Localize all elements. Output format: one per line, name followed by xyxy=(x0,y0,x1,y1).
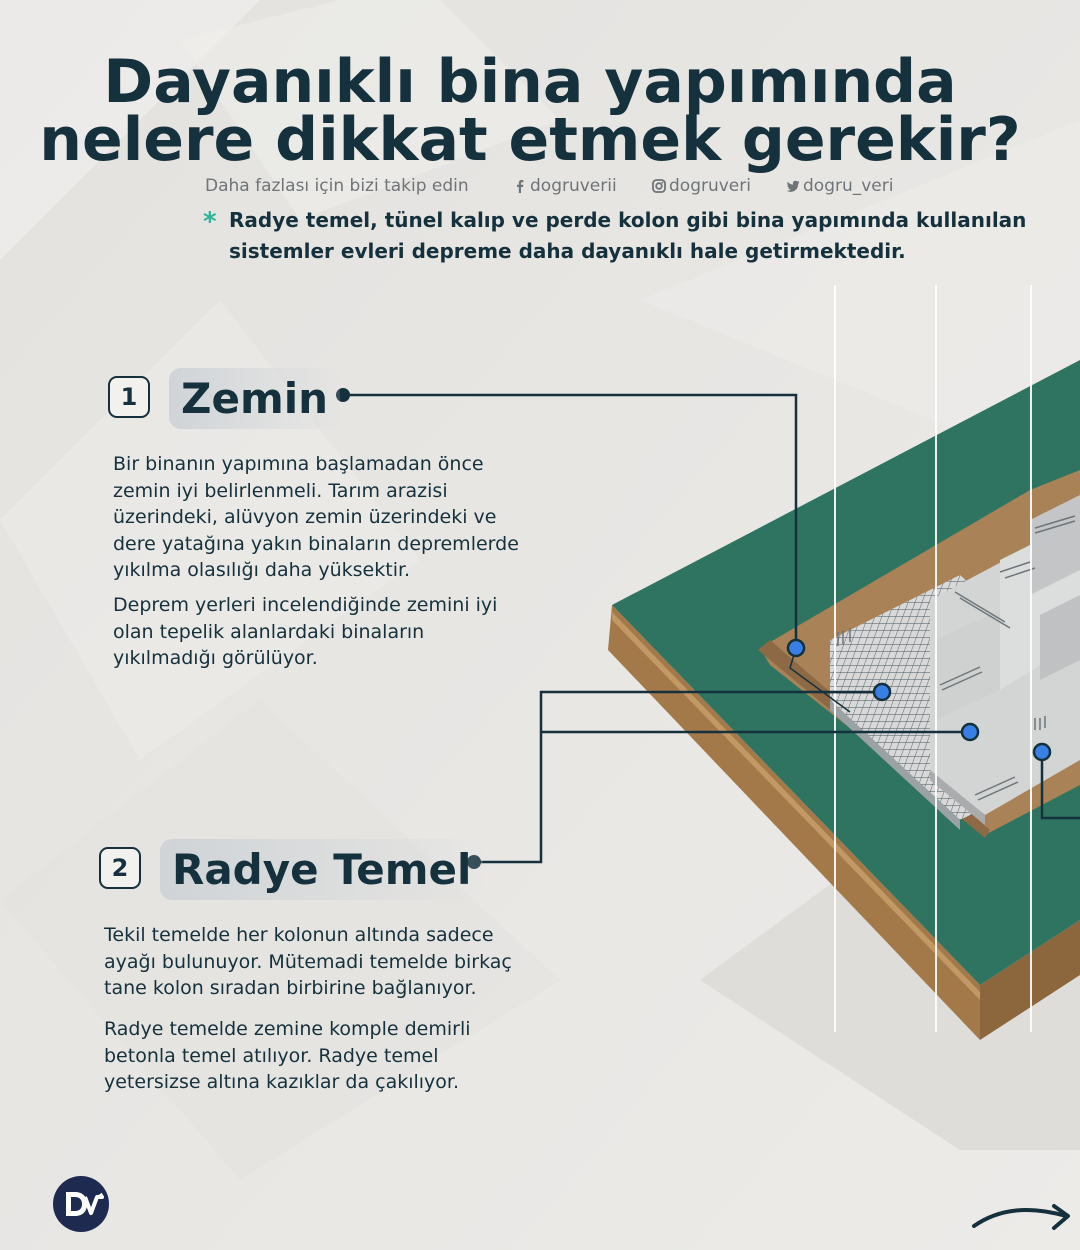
twitter-handle: dogru_veri xyxy=(803,176,894,196)
section-2-paragraph-2 xyxy=(104,1016,471,1096)
marker-wall xyxy=(1034,744,1050,760)
marker-radye-2 xyxy=(962,724,978,740)
instagram-handle: dogruveri xyxy=(669,176,751,196)
section-number-badge: 1 xyxy=(108,376,150,418)
next-arrow-icon[interactable] xyxy=(970,1196,1074,1236)
marker-radye-1 xyxy=(874,684,890,700)
text-line: ayağı bulunuyor. Mütemadi temelde birkaç xyxy=(104,950,512,973)
text-line: Tekil temelde her kolonun altında sadece xyxy=(104,924,494,946)
dv-logo-icon xyxy=(52,1175,110,1233)
text-line: yetersizse altına kazıklar da çakılıyor. xyxy=(104,1071,460,1093)
section-title-zemin: Zemin xyxy=(169,368,340,429)
note-line1: Radye temel, tünel kalıp ve perde kolon gibi bina yapımında kullanılan xyxy=(229,208,1027,232)
section-1-paragraph-2 xyxy=(113,592,497,672)
text-line: Deprem yerleri incelendiğinde zemini iyi xyxy=(113,594,498,616)
text-line: yıkılmadığı görülüyor. xyxy=(113,647,318,669)
facebook-icon xyxy=(513,179,527,193)
follow-text: Daha fazlası için bizi takip edin xyxy=(205,176,469,196)
page-title-line1: Dayanıklı bina yapımında xyxy=(103,47,957,117)
section-title-radye-temel: Radye Temel xyxy=(160,839,483,900)
text-line: olan tepelik alanlardaki binaların xyxy=(113,620,425,643)
twitter-icon xyxy=(786,179,800,193)
instagram-icon xyxy=(652,179,666,193)
facebook-link[interactable] xyxy=(513,176,617,196)
text-line: zemin iyi belirlenmeli. Tarım arazisi xyxy=(113,479,448,502)
marker-zemin xyxy=(788,640,804,656)
section-1-paragraph-1 xyxy=(113,451,519,584)
section-number-badge: 2 xyxy=(99,847,141,889)
facebook-handle: dogruverii xyxy=(530,176,617,196)
text-line: dere yatağına yakın binaların depremlerde xyxy=(113,532,519,555)
instagram-link[interactable] xyxy=(652,176,751,196)
text-line: yıkılma olasılığı daha yüksektir. xyxy=(113,559,411,581)
section-2-paragraph-1 xyxy=(104,922,512,1002)
twitter-link[interactable] xyxy=(786,176,893,196)
text-line: üzerindeki, alüvyon zemin üzerindeki ve xyxy=(113,506,497,528)
asterisk-icon: * xyxy=(203,207,217,237)
text-line: Bir binanın yapımına başlamadan önce xyxy=(113,453,484,475)
page-title-line2: nelere dikkat etmek gerekir? xyxy=(39,105,1021,175)
text-line: betonla temel atılıyor. Radye temel xyxy=(104,1044,439,1067)
text-line: tane kolon sıradan birbirine bağlanıyor. xyxy=(104,977,477,999)
text-line: Radye temelde zemine komple demirli xyxy=(104,1018,471,1040)
note-line2: sistemler evleri depreme daha dayanıklı hale getirmektedir. xyxy=(229,239,906,263)
